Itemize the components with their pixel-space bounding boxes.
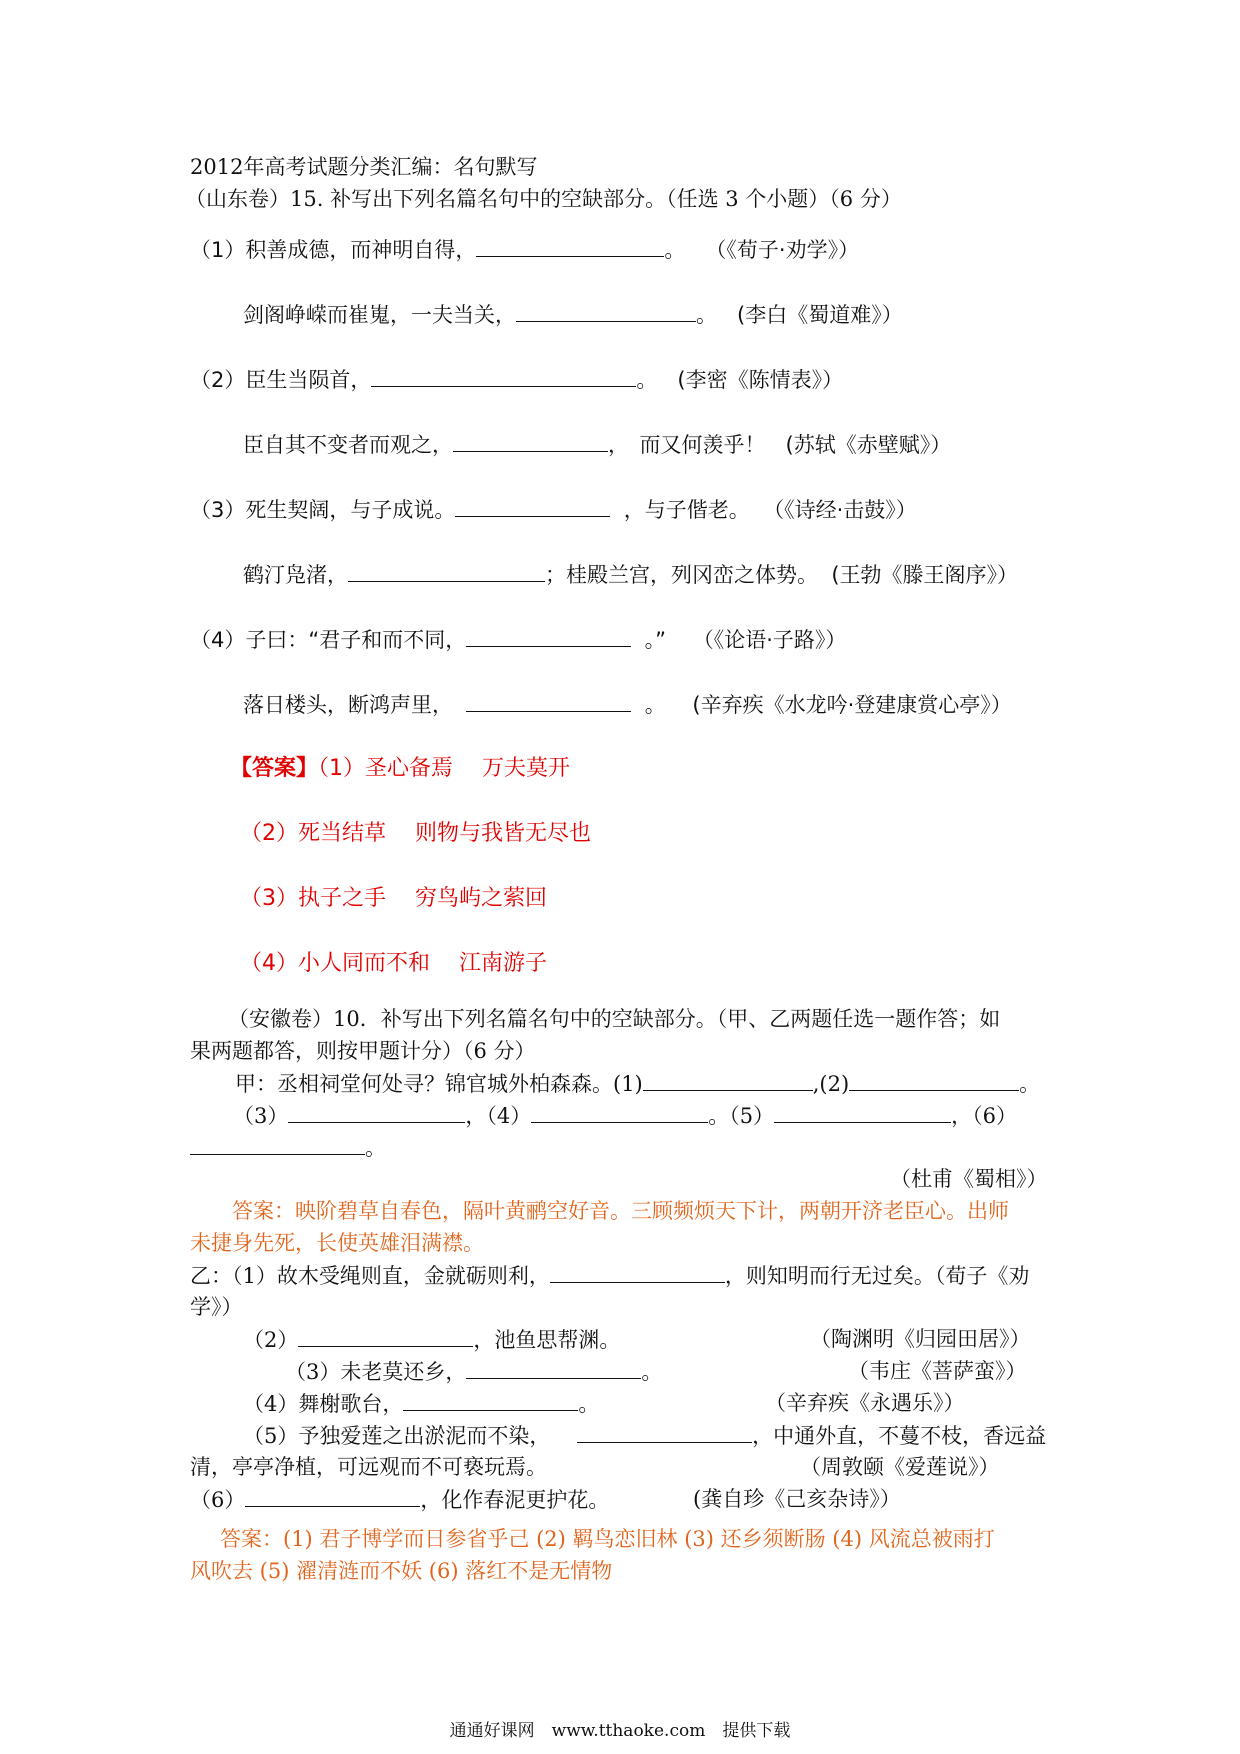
blank-1b[interactable] (516, 299, 696, 322)
yi-source-3: （韦庄《菩萨蛮》） (848, 1359, 1027, 1383)
blank-3b[interactable] (348, 559, 545, 582)
yi-source-6: (龚自珍《己亥杂诗》） (693, 1487, 901, 1511)
yi-question-1: 乙：（1）故木受绳则直，金就砺则利， ，则知明而行无过矣。（荀子《劝 (190, 1260, 1029, 1291)
anhui-intro-line2: 果两题都答，则按甲题计分）（6 分） (190, 1039, 536, 1063)
jia-source: （杜甫《蜀相》） (890, 1167, 1048, 1191)
yi-question-5: （5）予独爱莲之出淤泥而不染， ，中通外直，不蔓不枝，香远益 (243, 1420, 1046, 1451)
jia-answer-line2: 未捷身先死，长使英雄泪满襟。 (190, 1231, 484, 1255)
question-4a: （4）子曰：“君子和而不同， 。” （《论语·子路》） (190, 624, 846, 655)
jia-question-end: 。 (190, 1132, 386, 1163)
page-footer: 通通好课网 www.tthaoke.com 提供下载 (449, 1721, 791, 1741)
shandong-answer-4: （4）小人同而不和 江南游子 (240, 951, 547, 976)
blank-yi-3[interactable] (466, 1356, 641, 1379)
blank-jia-1[interactable] (643, 1068, 813, 1091)
yi-source-2: （陶渊明《归园田居》） (810, 1327, 1031, 1351)
yi-question-3: （3）未老莫还乡， 。 (285, 1356, 662, 1387)
blank-2a[interactable] (371, 364, 636, 387)
question-2b: 臣自其不变者而观之， ， 而又何羡乎！ (苏轼《赤壁赋》） (243, 429, 951, 460)
shandong-answer-2: （2）死当结草 则物与我皆无尽也 (240, 821, 591, 846)
blank-yi-1[interactable] (550, 1260, 725, 1283)
yi-source-4: （辛弃疾《永遇乐》） (765, 1391, 965, 1415)
blank-4a[interactable] (466, 624, 631, 647)
jia-question: 甲：丞相祠堂何处寻？锦官城外柏森森。(1) ,(2) 。 (235, 1068, 1040, 1099)
question-2a: （2）臣生当陨首， 。 (李密《陈情表》） (190, 364, 843, 395)
blank-yi-2[interactable] (298, 1324, 473, 1347)
jia-question-cont: （3） ，（4） 。（5） ，（6） (233, 1100, 1017, 1131)
yi-answer-line2: 风吹去 (5) 濯清涟而不妖 (6) 落红不是无情物 (190, 1559, 613, 1583)
shandong-answer-3: （3）执子之手 穷鸟屿之萦回 (240, 886, 547, 911)
blank-yi-5[interactable] (577, 1420, 752, 1443)
question-3a: （3）死生契阔，与子成说。 ，与子偕老。 （《诗经·击鼓》） (190, 494, 917, 525)
yi-source-5: （周敦颐《爱莲说》） (800, 1455, 1000, 1479)
blank-jia-2[interactable] (849, 1068, 1019, 1091)
blank-1a[interactable] (476, 234, 664, 257)
blank-jia-6[interactable] (190, 1132, 365, 1155)
blank-2b[interactable] (453, 429, 608, 452)
blank-jia-3[interactable] (288, 1100, 465, 1123)
question-1b: 剑阁峥嵘而崔嵬，一夫当关， 。 (李白《蜀道难》） (243, 299, 903, 330)
question-3b: 鹤汀凫渚， ；桂殿兰宫，列冈峦之体势。 (王勃《滕王阁序》） (243, 559, 1018, 590)
blank-jia-5[interactable] (774, 1100, 951, 1123)
blank-4b[interactable] (466, 689, 631, 712)
question-4b: 落日楼头，断鸿声里， 。 (辛弃疾《水龙吟·登建康赏心亭》） (243, 689, 1012, 720)
yi-question-1-cont: 学》） (190, 1295, 243, 1319)
anhui-intro-line1: （安徽卷）10．补写出下列名篇名句中的空缺部分。（甲、乙两题任选一题作答；如 (228, 1007, 1001, 1031)
blank-jia-4[interactable] (531, 1100, 708, 1123)
jia-answer-line1: 答案：映阶碧草自春色，隔叶黄鹂空好音。三顾频烦天下计，两朝开济老臣心。出师 (232, 1199, 1009, 1223)
yi-question-5-cont: 清，亭亭净植，可远观而不可亵玩焉。 (190, 1455, 547, 1479)
shandong-answer-1: 【答案】（1）圣心备焉 万夫莫开 (230, 756, 571, 781)
yi-answer-line1: 答案：(1) 君子博学而日参省乎己 (2) 羁鸟恋旧林 (3) 还乡须断肠 (4) 风流总被雨打 (220, 1527, 995, 1551)
yi-question-2: （2） ，池鱼思帮渊。 (243, 1324, 620, 1355)
shandong-intro: （山东卷）15. 补写出下列名篇名句中的空缺部分。（任选 3 个小题）（6 分） (185, 187, 902, 211)
page-title: 2012年高考试题分类汇编：名句默写 (190, 155, 538, 179)
question-1a: （1）积善成德，而神明自得， 。 （《荀子·劝学》） (190, 234, 859, 265)
blank-yi-4[interactable] (403, 1388, 578, 1411)
yi-question-4: （4）舞榭歌台， 。 (243, 1388, 599, 1419)
yi-question-6: （6） ，化作春泥更护花。 (190, 1484, 609, 1515)
blank-yi-6[interactable] (245, 1484, 420, 1507)
blank-3a[interactable] (455, 494, 610, 517)
